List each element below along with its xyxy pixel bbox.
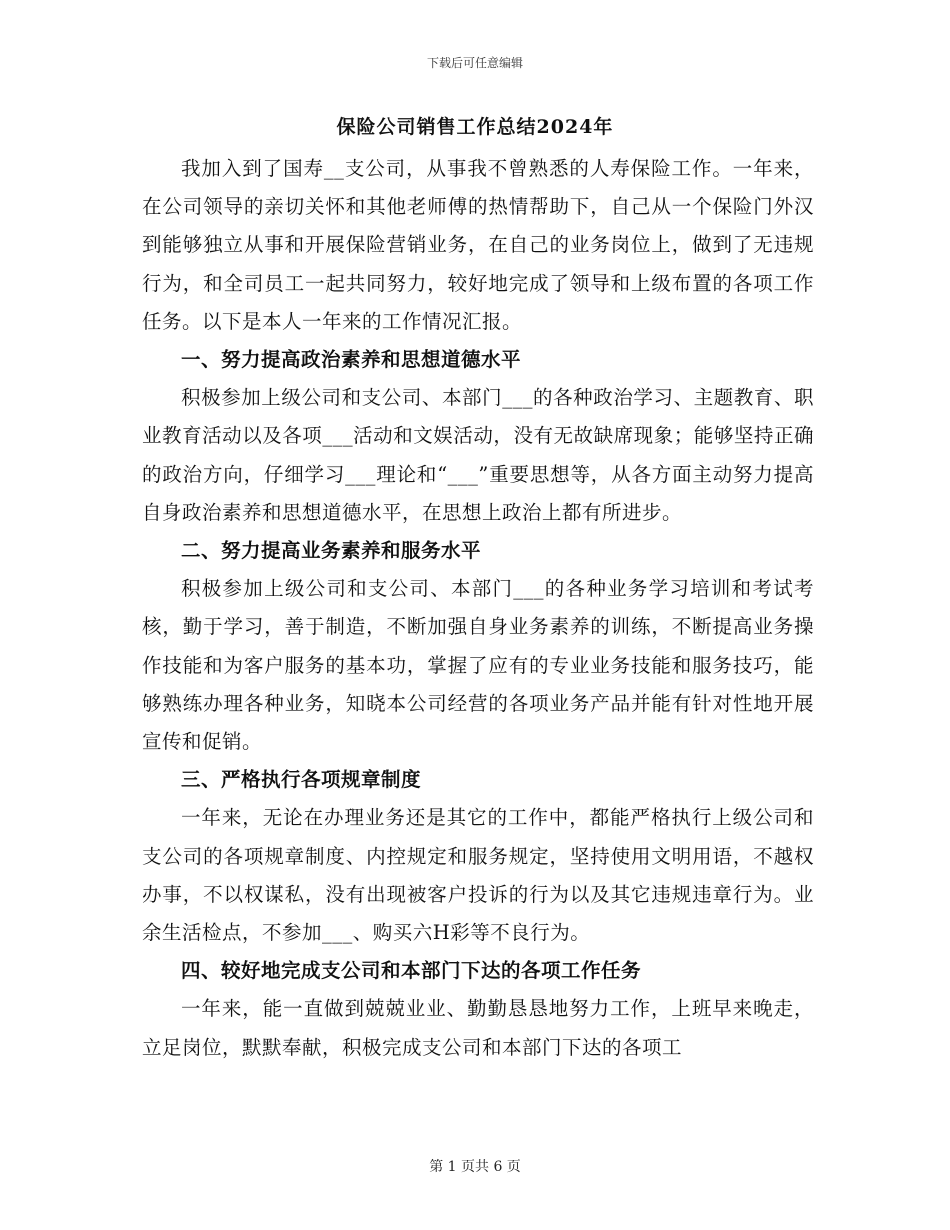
section-3-heading: 三、严格执行各项规章制度 <box>181 768 422 792</box>
section-2-heading: 二、努力提高业务素养和服务水平 <box>181 539 482 563</box>
document-body <box>142 150 814 1067</box>
section-1-heading: 一、努力提高政治素养和思想道德水平 <box>181 348 522 372</box>
header-note: 下载后可任意编辑 <box>426 56 523 70</box>
section-3-paragraph: 一年来，无论在办理业务还是其它的工作中，都能严格执行上级公司和支公司的各项规章制度、内控规定和服务规定，坚持使用文明用语，不越权办事，不以权谋私，没有出现被客户投诉的行为以及其它违规违章行为。业余生活检点，不参加___、购买六H彩等不良行为。 <box>142 806 814 945</box>
section-4-paragraph: 一年来，能一直做到兢兢业业、勤勤恳恳地努力工作，上班早来晚走，立足岗位，默默奉献，积极完成支公司和本部门下达的各项工 <box>142 997 814 1059</box>
section-2-paragraph: 积极参加上级公司和支公司、本部门___的各种业务学习培训和考试考核，勤于学习，善于制造，不断加强自身业务素养的训练，不断提高业务操作技能和为客户服务的基本功，掌握了应有的专业业务技能和服务技巧，能够熟练办理各种业务，知晓本公司经营的各项业务产品并能有针对性地开展宣传和促销。 <box>142 577 814 754</box>
intro-paragraph: 我加入到了国寿__支公司，从事我不曾熟悉的人寿保险工作。一年来，在公司领导的亲切关怀和其他老师傅的热情帮助下，自己从一个保险门外汉到能够独立从事和开展保险营销业务，在自己的业务岗位上，做到了无违规行为，和全司员工一起共同努力，较好地完成了领导和上级布置的各项工作任务。以下是本人一年来的工作情况汇报。 <box>142 157 814 333</box>
section-4-heading: 四、较好地完成支公司和本部门下达的各项工作任务 <box>181 959 642 983</box>
section-1-paragraph: 积极参加上级公司和支公司、本部门___的各种政治学习、主题教育、职业教育活动以及各项___活动和文娱活动，没有无故缺席现象；能够坚持正确的政治方向，仔细学习___理论和“___”重要思想等，从各方面主动努力提高自身政治素养和思想道德水平，在思想上政治上都有所进步。 <box>142 386 814 524</box>
document-title: 保险公司销售工作总结2024年 <box>336 116 614 138</box>
page-number-footer: 第 1 页共 6 页 <box>429 1159 521 1175</box>
